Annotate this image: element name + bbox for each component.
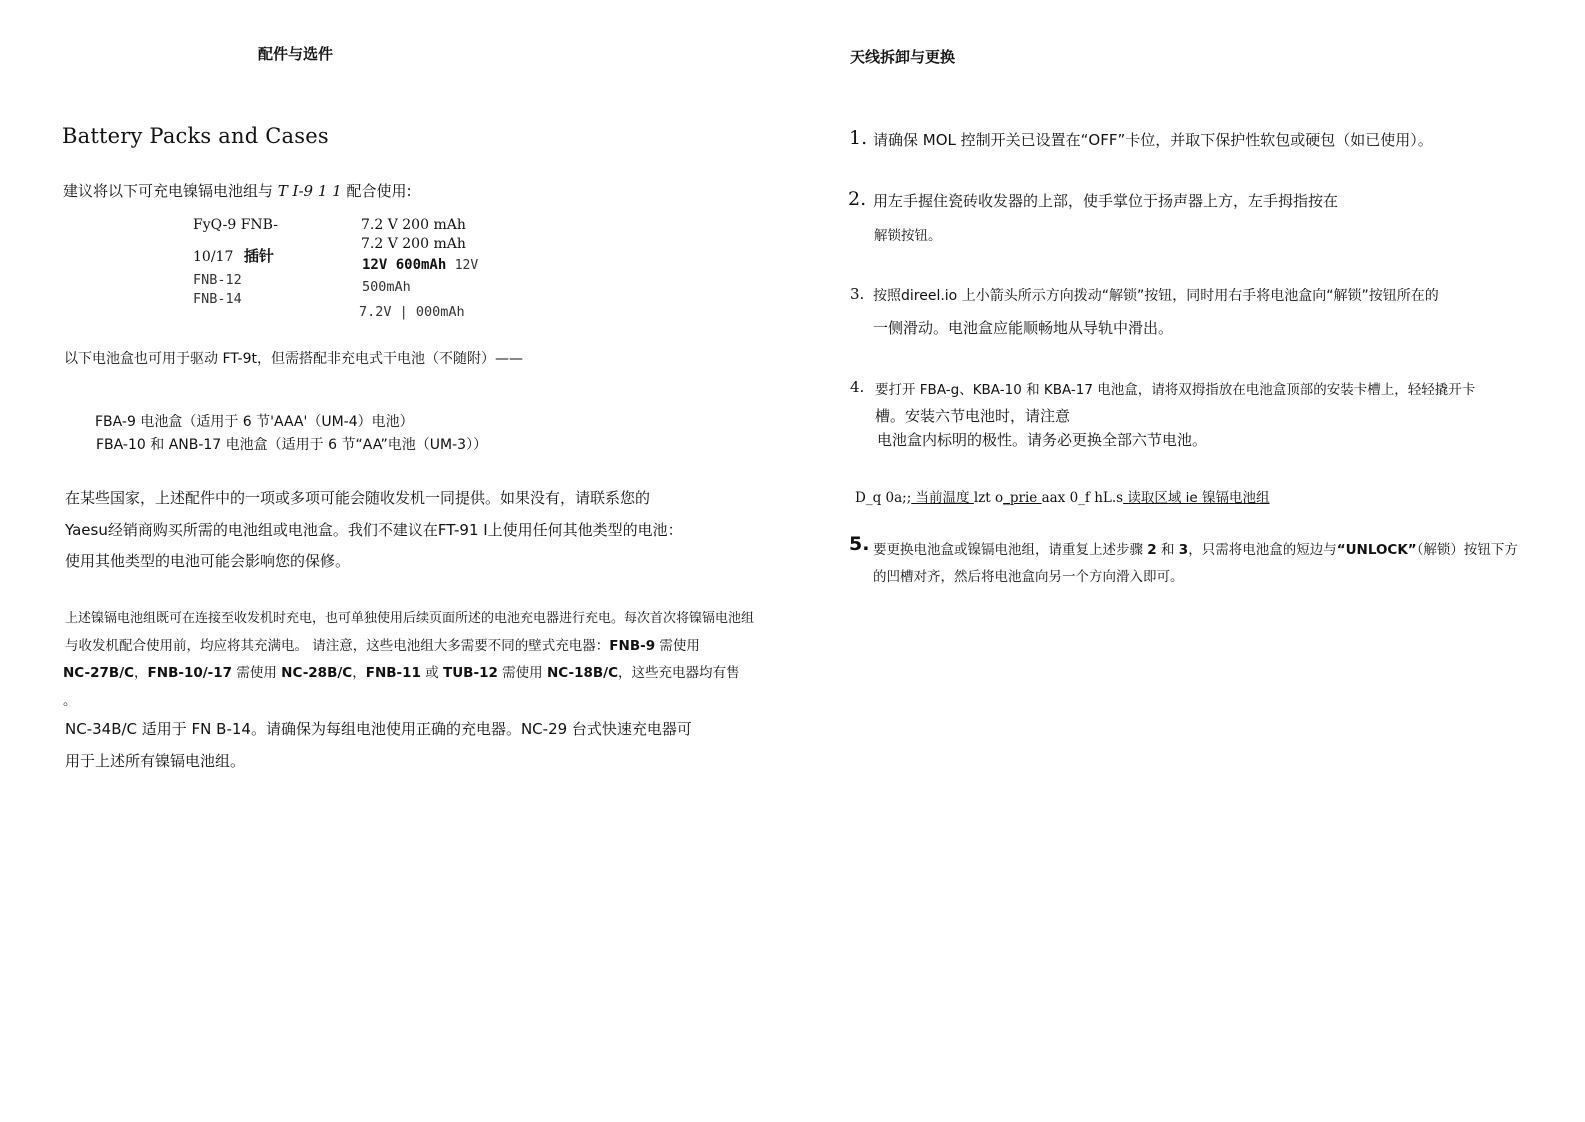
step-5-text-line-2: 的凹槽对齐，然后将电池盒向另一个方向滑入即可。 (873, 569, 1184, 585)
pack-spec-1: 7.2 V 200 mAh (361, 217, 466, 233)
case-item-2: FBA-10 和 ANB-17 电池盒（适用于 6 节“AA”电池（UM-3）） (96, 437, 488, 453)
charging-or: 或 (420, 665, 444, 681)
battery-packs-heading: Battery Packs and Cases (62, 124, 329, 148)
model-nc-18: NC-18B/C (546, 665, 619, 681)
step-4-number: 4. (850, 378, 865, 396)
intro-line (63, 180, 412, 201)
model-nc-27: NC-27B/C (63, 665, 135, 681)
dry-cell-note: 以下电池盒也可用于驱动 FT-9t，但需搭配非充电式干电池（不随附）—— (64, 351, 523, 367)
model-fnb-10-17: FNB-10/-17 (147, 665, 233, 681)
charging-sep-2: ， (352, 665, 366, 681)
pack-spec-3 (362, 257, 478, 273)
charging-sep-1: ， (134, 665, 148, 681)
pack-spec-5: 7.2V | 000mAh (359, 304, 465, 320)
charging-line-5: NC-34B/C 适用于 FN B-14。请确保为每组电池使用正确的充电器。NC-29 台式快速充电器可 (65, 720, 692, 738)
garbled-part-3: aax 0_f hL.s (1041, 490, 1124, 506)
model-fnb-11: FNB-11 (365, 665, 421, 681)
step-3-text-line-1: 按照direel.io 上小箭头所示方向拨动“解锁”按钮，同时用右手将电池盒向“解锁”按钮所在的 (873, 288, 1439, 304)
model-nc-28: NC-28B/C (281, 665, 353, 681)
pack-spec-4: 500mAh (362, 279, 411, 295)
step-5-and: 和 (1156, 542, 1179, 558)
intro-post: 配合使用: (341, 182, 412, 200)
pack-spec-2: 7.2 V 200 mAh (361, 236, 466, 252)
step-4-text-line-3: 电池盒内标明的极性。请务必更换全部六节电池。 (877, 431, 1208, 449)
intro-pre: 建议将以下可充电镍镉电池组与 (63, 182, 278, 200)
step-5-text-line-1 (873, 538, 1518, 558)
step-5-ref-2: 2 (1147, 542, 1157, 558)
step-5-pre: 要更换电池盒或镍镉电池组，请重复上述步骤 (873, 542, 1148, 558)
step-5-mid: ，只需将电池盒的短边与 (1188, 542, 1337, 558)
step-2-text-line-1: 用左手握住瓷砖收发器的上部，使手掌位于扬声器上方，左手拇指按在 (873, 192, 1339, 210)
case-item-1: FBA-9 电池盒（适用于 6 节'AAA'（UM-4）电池） (95, 414, 414, 430)
pack-spec-3-bold: 12V 600mAh (362, 257, 447, 273)
pack-name-3: FNB-14 (193, 291, 242, 307)
charging-line-2-pre: 与收发机配合使用前，均应将其充满电。 请注意，这些电池组大多需要不同的壁式充电器： (65, 638, 610, 654)
model-fnb-9: FNB-9 (609, 638, 656, 654)
step-3-number: 3. (850, 285, 865, 303)
garbled-scan-line (855, 486, 1270, 506)
charging-line-3 (63, 661, 740, 681)
charging-line-4: 。 (63, 693, 77, 709)
availability-line-2: Yaesu经销商购买所需的电池组或电池盒。我们不建议在FT-91 I上使用任何其他类型的电池： (65, 521, 683, 539)
garbled-part-1: D_q 0a;; (855, 490, 912, 506)
garbled-underline-1: 当前温度 (911, 490, 974, 506)
pack-name-1 (193, 245, 274, 266)
charging-needs-1: 需使用 (655, 638, 700, 654)
pack-spec-3-tail: 12V (454, 258, 479, 273)
pack-name-1c: 插针 (243, 247, 274, 265)
step-2-text-line-2: 解锁按钮。 (874, 228, 942, 244)
availability-line-1: 在某些国家，上述配件中的一项或多项可能会随收发机一同提供。如果没有，请联系您的 (65, 489, 651, 507)
pack-name-1a: FyQ-9 FNB- (193, 217, 278, 233)
step-5-post: （解锁）按钮下方 (1416, 542, 1518, 558)
charging-line-6: 用于上述所有镍镉电池组。 (65, 752, 246, 770)
step-5-unlock: “UNLOCK” (1336, 542, 1417, 558)
step-5-ref-3: 3 (1178, 542, 1189, 558)
step-4-text-line-1: 要打开 FBA-g、KBA-10 和 KBA-17 电池盒，请将双拇指放在电池盒顶部的安装卡槽上，轻轻撬开卡 (875, 382, 1476, 398)
charging-needs-3: 需使用 (497, 665, 547, 681)
garbled-underline-2: _prie (1003, 490, 1042, 506)
step-5-number: 5. (849, 533, 870, 555)
left-section-title: 配件与选件 (258, 45, 334, 63)
charging-line-1: 上述镍镉电池组既可在连接至收发机时充电，也可单独使用后续页面所述的电池充电器进行充电。每次首次将镍镉电池组 (65, 611, 755, 626)
availability-line-3: 使用其他类型的电池可能会影响您的保修。 (65, 552, 351, 570)
charging-line-3-tail: ，这些充电器均有售 (618, 665, 740, 681)
step-4-text-line-2: 槽。安装六节电池时，请注意 (875, 407, 1071, 425)
step-1-text: 请确保 MOL 控制开关已设置在“OFF”卡位，并取下保护性软包或硬包（如已使用）。 (873, 131, 1433, 149)
charging-needs-2: 需使用 (232, 665, 282, 681)
charging-line-2 (65, 634, 700, 654)
step-1-number: 1. (849, 127, 868, 149)
model-tub-12: TUB-12 (443, 665, 498, 681)
garbled-part-2: lzt o (973, 490, 1004, 506)
step-2-number: 2. (848, 188, 867, 210)
step-3-text-line-2: 一侧滑动。电池盒应能顺畅地从导轨中滑出。 (873, 319, 1174, 337)
pack-name-2: FNB-12 (193, 272, 242, 288)
right-section-title: 天线拆卸与更换 (850, 48, 956, 66)
garbled-underline-3: 读取区域 ie 镍镉电池组 (1123, 490, 1270, 506)
pack-name-1b: 10/17 (193, 249, 234, 265)
intro-model: T I-9 1 1 (277, 182, 342, 200)
